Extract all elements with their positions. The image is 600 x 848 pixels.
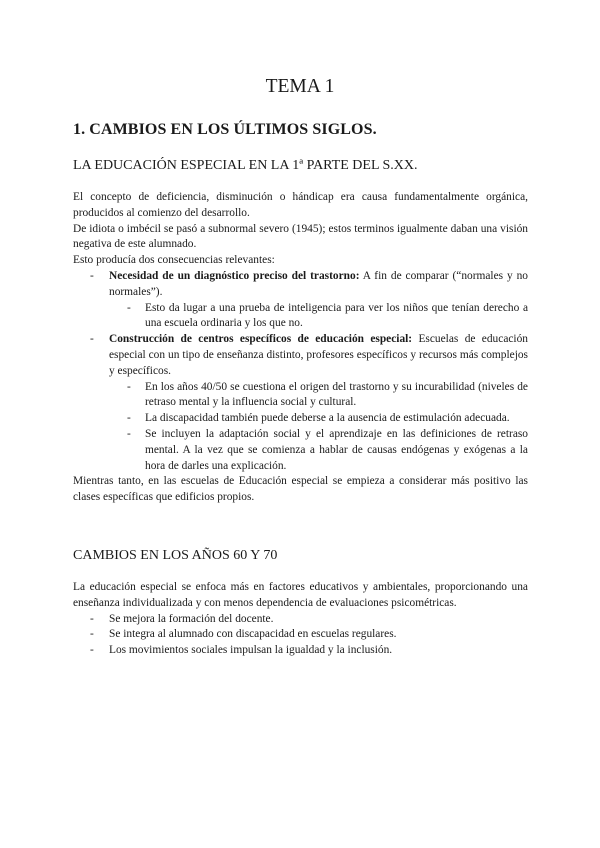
sub-list-item-text: En los años 40/50 se cuestiona el origen del trastorno y su incurabilidad (niveles de retraso mental y la influencia social y cultural. [145,380,528,409]
subsection-body-2 [73,580,528,659]
subsection-heading-1: LA EDUCACIÓN ESPECIAL EN LA 1ª PARTE DEL S.XX. [73,158,418,173]
list-item [73,269,528,332]
dash-bullet: - [127,427,131,440]
dash-bullet: - [90,644,94,657]
paragraph: De idiota o imbécil se pasó a subnormal severo (1945); estos terminos igualmente daban una visión negativa de este alumnado. [73,222,528,251]
dash-bullet: - [127,412,131,425]
paragraph: El concepto de deficiencia, disminución o hándicap era causa fundamentalmente orgánica, producidos al comienzo del desarrollo. [73,191,528,219]
list-item-bold: Construcción de centros específicos de educación especial: [109,333,413,346]
section-heading: 1. CAMBIOS EN LOS ÚLTIMOS SIGLOS. [73,121,377,138]
dash-bullet: - [127,380,131,393]
subsection-heading-2: CAMBIOS EN LOS AÑOS 60 Y 70 [73,548,278,563]
list-item-text: Se mejora la formación del docente. [109,612,274,625]
paragraph: La educación especial se enfoca más en factores educativos y ambientales, proporcionando una enseñanza individualizada y con menos dependencia de evaluaciones psicométricas. [73,581,528,609]
dash-bullet: - [90,269,94,282]
sub-list [109,380,528,475]
list-item-text: Los movimientos sociales impulsan la igualdad y la inclusión. [109,644,393,657]
sub-list-item-text: La discapacidad también puede deberse a la ausencia de estimulación adecuada. [145,412,510,425]
sub-list [109,301,528,333]
dash-bullet: - [90,612,94,625]
list-item-text: Se integra al alumnado con discapacidad en escuelas regulares. [109,628,397,641]
dash-bullet: - [127,301,131,314]
sub-list-item-text: Esto da lugar a una prueba de inteligencia para ver los niños que tenían derecho a una escuela ordinaria y los que no. [145,301,528,330]
consequences-list [73,269,528,474]
list-item-text: Escuelas de educación especial con un tipo de enseñanza distinto, profesores específicos y recursos más complejos y específicos. [109,333,528,377]
list-item [73,643,528,659]
list-item [73,612,528,628]
list-item [73,332,528,474]
sub-list-item [73,380,528,412]
dash-bullet: - [90,628,94,641]
paragraph: Esto producía dos consecuencias relevantes: [73,254,275,267]
list-item-text: A fin de comparar (“normales y no normales”). [109,269,529,298]
subsection-body-1 [73,190,528,506]
list-item [73,627,528,643]
list-item-bold: Necesidad de un diagnóstico preciso del trastorno: [109,269,360,282]
paragraph: Mientras tanto, en las escuelas de Educación especial se empieza a considerar más positivo las clases específicas que edificios propios. [73,475,528,504]
sub-list-item [73,301,528,333]
sub-list-item-text: Se incluyen la adaptación social y el aprendizaje en las definiciones de retraso mental. A la vez que se comienza a hablar de causas endógenas y exógenas a la hora de darles una explicación. [145,427,528,472]
dash-bullet: - [90,333,94,346]
sub-list-item [73,411,528,427]
document-title: TEMA 1 [265,76,335,97]
sub-list-item [73,427,528,474]
changes-list [73,612,528,659]
